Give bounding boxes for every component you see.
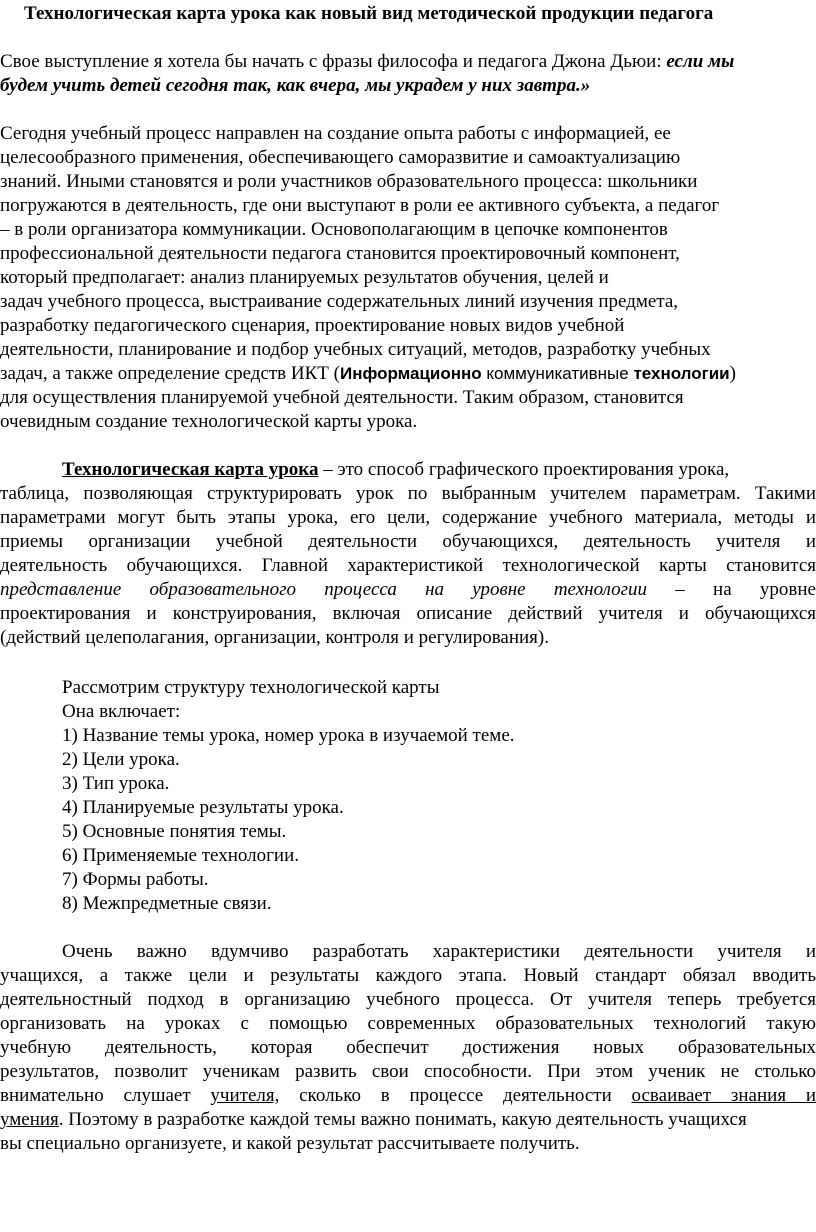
p2-line-6 — [0, 578, 816, 602]
p1-line: который предполагает: анализ планируемых результатов обучения, целей и — [0, 267, 609, 288]
list-item: 7) Формы работы. — [62, 869, 209, 890]
p2-line: приемы организации учебной деятельности обучающихся, деятельность учителя и — [0, 531, 816, 552]
term-heading: Технологическая карта урока — [62, 459, 319, 480]
italic-phrase: представление образовательного процесса на уровне технологии — [0, 579, 648, 600]
p3-line-8 — [0, 1108, 747, 1132]
underlined-masters: осваивает знания и — [631, 1085, 816, 1106]
p1-line: погружаются в деятельность, где они выступают в роли ее активного субъекта, а педагог — [0, 195, 720, 216]
p3-line: организовать на уроках с помощью современных образовательных технологий такую — [0, 1013, 816, 1034]
list-item: 3) Тип урока. — [62, 773, 170, 794]
p2-line: (действий целеполагания, организации, контроля и регулирования). — [0, 627, 549, 648]
p1-line: Сегодня учебный процесс направлен на создание опыта работы с информацией, ее — [0, 123, 671, 144]
intro-text: Свое выступление я хотела бы начать с фразы философа и педагога Джона Дьюи: — [0, 51, 667, 72]
page-title: Технологическая карта урока как новый вид методической продукции педагога — [24, 3, 714, 24]
list-item: 2) Цели урока. — [62, 749, 180, 770]
p3-line: вы специально организуете, и какой результат рассчитываете получить. — [0, 1133, 580, 1154]
p3-line: учебную деятельность, которая обеспечит достижения новых образовательных — [0, 1037, 816, 1058]
p1-line: целесообразного применения, обеспечивающего саморазвитие и самоактуализацию — [0, 147, 681, 168]
list-item: 5) Основные понятия темы. — [62, 821, 287, 842]
p3-text: сколько в процессе деятельности — [279, 1085, 632, 1106]
p2-definition: – это способ графического проектирования урока, — [318, 459, 730, 480]
p1-line: для осуществления планируемой учебной деятельности. Таким образом, становится — [0, 387, 684, 408]
list-item: 1) Название темы урока, номер урока в изучаемой теме. — [62, 725, 515, 746]
p1-line: знаний. Иными становятся и роли участников образовательного процесса: школьники — [0, 171, 698, 192]
p3-line: учащихся, а также цели и результаты каждого этапа. Новый стандарт обязал вводить — [0, 965, 816, 986]
ict-term-bold-1: Информационно — [339, 364, 482, 383]
dewey-quote-end: будем учить детей сегодня так, как вчера, мы украдем у них завтра.» — [0, 75, 591, 96]
p3-text: . Поэтому в разработке каждой темы важно понимать, какую деятельность учащихся — [58, 1109, 747, 1130]
p1-line: деятельности, планирование и подбор учебных ситуаций, методов, разработку учебных — [0, 339, 711, 360]
p1-line: – в роли организатора коммуникации. Основополагающим в цепочке компонентов — [0, 219, 668, 240]
p2-line: проектирования и конструирования, включая описание действий учителя и обучающихся — [0, 603, 816, 624]
p2-line: параметрами могут быть этапы урока, его цели, содержание учебного материала, методы и — [0, 507, 816, 528]
structure-intro: Рассмотрим структуру технологической карты — [62, 677, 440, 698]
structure-includes: Она включает: — [62, 701, 181, 722]
ict-close-paren: ) — [729, 363, 736, 384]
list-item: 4) Планируемые результаты урока. — [62, 797, 344, 818]
p1-line-ict — [0, 362, 736, 386]
p2-line: таблица, позволяющая структурировать урок по выбранным учителем параметрам. Такими — [0, 483, 816, 504]
ict-term-bold-2: технологии — [633, 364, 730, 383]
p2-line-6-rest: – на уровне — [647, 579, 816, 600]
intro-line-1 — [0, 50, 734, 74]
list-item: 8) Межпредметные связи. — [62, 893, 272, 914]
ict-text: задач, а также определение средств ИКТ ( — [0, 363, 340, 384]
p1-line: разработку педагогического сценария, проектирование новых видов учебной — [0, 315, 625, 336]
p3-line: Очень важно вдумчиво разработать характеристики деятельности учителя и — [62, 941, 816, 962]
p3-line: результатов, позволит ученикам развить свои способности. При этом ученик не столько — [0, 1061, 816, 1082]
p1-line: очевидным создание технологической карты урока. — [0, 411, 418, 432]
p3-text: внимательно слушает — [0, 1085, 211, 1106]
p2-line-1 — [62, 458, 729, 482]
underlined-teacher: учителя, — [210, 1085, 280, 1106]
list-item: 6) Применяемые технологии. — [62, 845, 299, 866]
p1-line: задач учебного процесса, выстраивание содержательных линий изучения предмета, — [0, 291, 679, 312]
p3-line-7 — [0, 1084, 816, 1108]
underlined-skills: умения — [0, 1109, 59, 1130]
ict-term-plain: коммуникативные — [481, 364, 634, 383]
p3-line: деятельностный подход в организацию учебного процесса. От учителя теперь требуется — [0, 989, 816, 1010]
p2-line: деятельность обучающихся. Главной характеристикой технологической карты становится — [0, 555, 816, 576]
dewey-quote-start: если мы — [666, 51, 735, 72]
p1-line: профессиональной деятельности педагога становится проектировочный компонент, — [0, 243, 680, 264]
